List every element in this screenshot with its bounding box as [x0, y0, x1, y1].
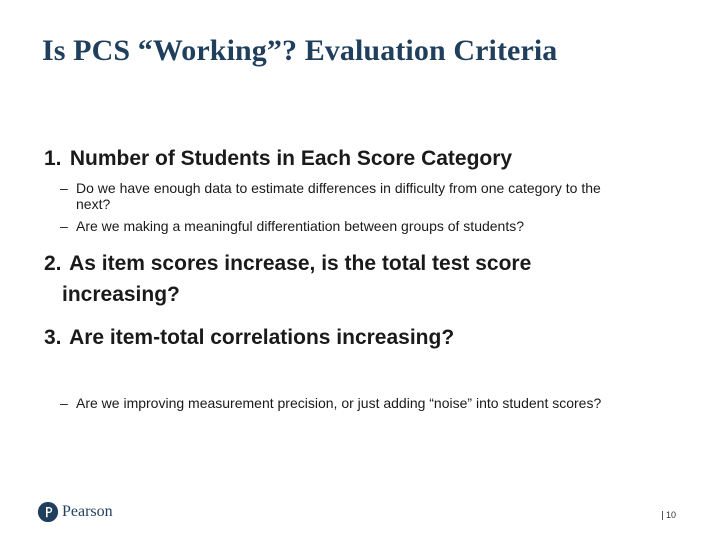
pearson-logo: [38, 502, 113, 522]
criterion-1-sub-1-line1: Do we have enough data to estimate differences in difficulty from one category to the: [76, 180, 601, 196]
criterion-1: [44, 143, 512, 174]
bullet-dash: –: [60, 218, 68, 234]
criterion-3: [44, 322, 454, 353]
criterion-3-number: 3.: [44, 326, 62, 349]
criterion-1-number: 1.: [44, 147, 62, 170]
criterion-1-sub-2-text: Are we making a meaningful differentiation between groups of students?: [76, 218, 525, 234]
criterion-3-text: Are item-total correlations increasing?: [69, 326, 455, 349]
criterion-2-text-line2: increasing?: [62, 283, 180, 306]
criterion-3-sub-1: [60, 395, 601, 411]
criterion-2-text-line1: As item scores increase, is the total test score: [69, 252, 532, 275]
slide-title: Is PCS “Working”? Evaluation Criteria: [42, 34, 558, 67]
pearson-p-icon: [38, 502, 58, 522]
criterion-3-sub-1-text: Are we improving measurement precision, or just adding “noise” into student scores?: [76, 395, 602, 411]
criterion-2: [44, 248, 531, 310]
criterion-2-number: 2.: [44, 252, 62, 275]
criterion-1-sub-1: [60, 180, 601, 212]
criterion-1-sub-2: [60, 218, 524, 234]
page-number: 10: [662, 511, 676, 520]
criterion-1-sub-1-line2: next?: [76, 196, 111, 212]
bullet-dash: –: [60, 395, 68, 411]
pearson-logo-text: Pearson: [62, 503, 113, 520]
bullet-dash: –: [60, 180, 68, 196]
criterion-1-text: Number of Students in Each Score Category: [69, 147, 513, 170]
